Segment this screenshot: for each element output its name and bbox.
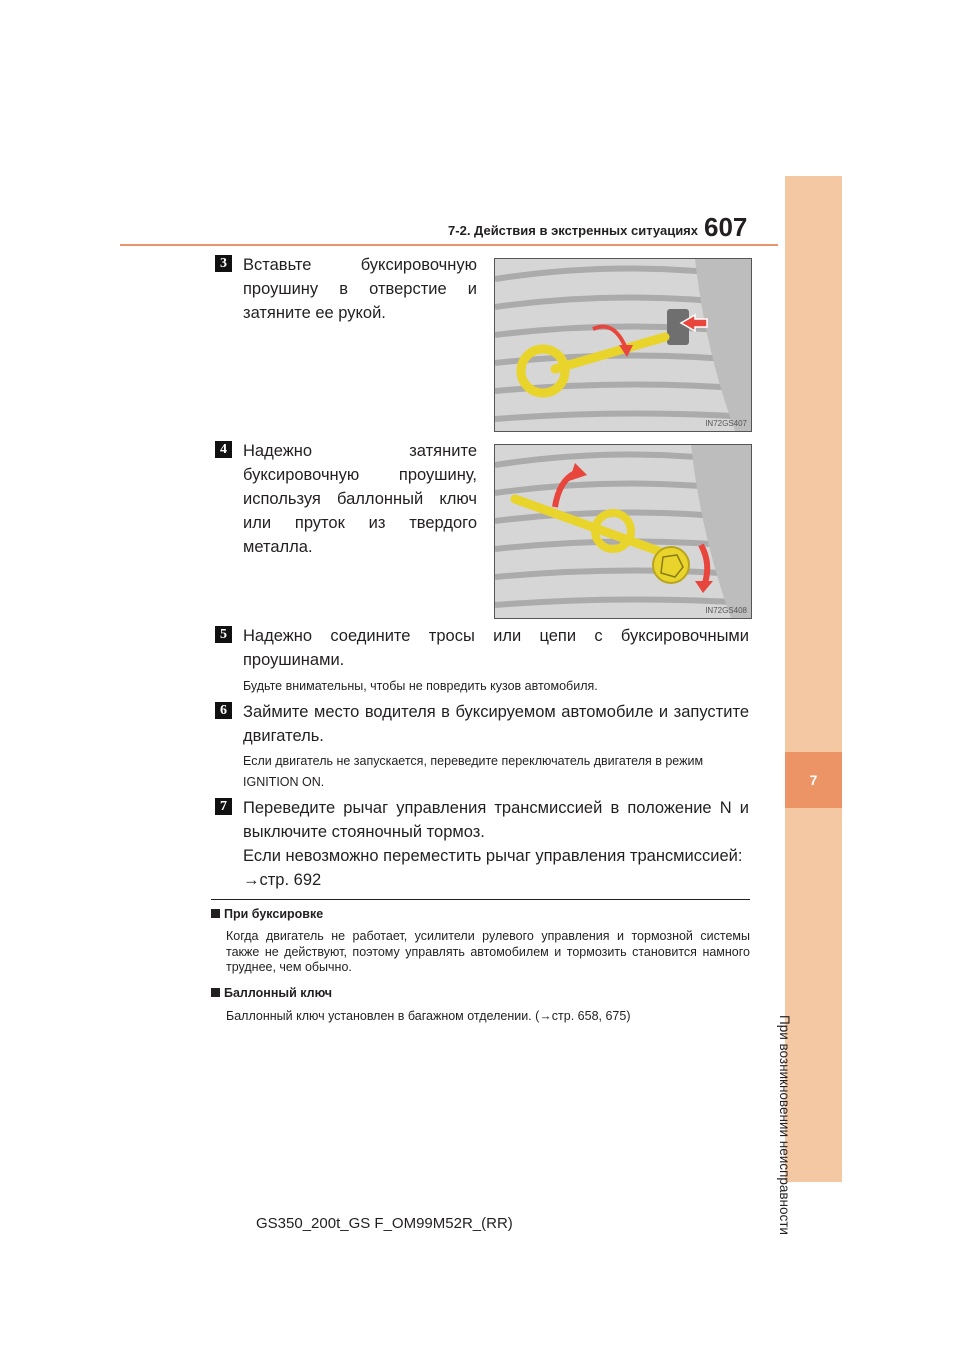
section-title: 7-2. Действия в экстренных ситуациях [448,223,698,238]
step-4-text: Надежно затяните буксировочную проушину, используя баллонный ключ или пруток из твердого металла. [243,442,477,556]
step-number-7: 7 [215,798,232,815]
section-body-wrench: Баллонный ключ установлен в багажном отделении. (→стр. 658, 675) [226,1009,631,1023]
square-bullet-icon [211,909,220,918]
square-bullet-icon [211,988,220,997]
page-reference-link[interactable]: →стр. 692 [243,871,322,889]
figure-code: IN72GS407 [705,419,747,428]
footer-model-code: GS350_200t_GS F_OM99M52R_(RR) [256,1215,513,1232]
figure-tow-eye-tighten [494,444,752,619]
step-number-4: 4 [215,441,232,458]
chapter-label: При возникновении неисправности [777,1015,792,1235]
section-heading-text: При буксировке [224,907,324,921]
tow-eye-insert-illustration [495,259,751,431]
step-6-note: Если двигатель не запускается, переведите переключатель двигателя в режим IGNITION ON. [243,754,704,789]
section-heading-text: Баллонный ключ [224,986,333,1000]
step-7-text: Переведите рычаг управления трансмиссией в положение N и выключите стояночный тормоз. [243,799,749,841]
step-number-5: 5 [215,626,232,643]
section-body-towing: Когда двигатель не работает, усилители рулевого управления и тормозной системы также не действуют, поэтому управлять автомобилем и тормозить становится намного труднее, чем обычно. [226,929,750,974]
step-5-note: Будьте внимательны, чтобы не повредить кузов автомобиля. [243,679,598,693]
tow-eye-tighten-illustration [495,445,751,618]
section-heading-towing [211,907,323,921]
step-3-text: Вставьте буксировочную проушину в отверстие и затяните ее рукой. [243,256,477,322]
step-number-6: 6 [215,702,232,719]
figure-tow-eye-insert [494,258,752,432]
section-heading-wrench [211,986,332,1000]
figure-code: IN72GS408 [705,606,747,615]
step-7-text-2: Если невозможно переместить рычаг управления трансмиссией: [243,847,743,865]
step-number-3: 3 [215,255,232,272]
section-divider [211,899,750,900]
step-5-text: Надежно соедините тросы или цепи с буксировочными проушинами. [243,627,749,669]
chapter-number-tab[interactable]: 7 [785,752,842,808]
page-number: 607 [704,212,748,242]
header-rule [120,244,778,246]
step-6-text: Займите место водителя в буксируемом автомобиле и запустите двигатель. [243,703,749,745]
side-tab [785,176,842,1182]
